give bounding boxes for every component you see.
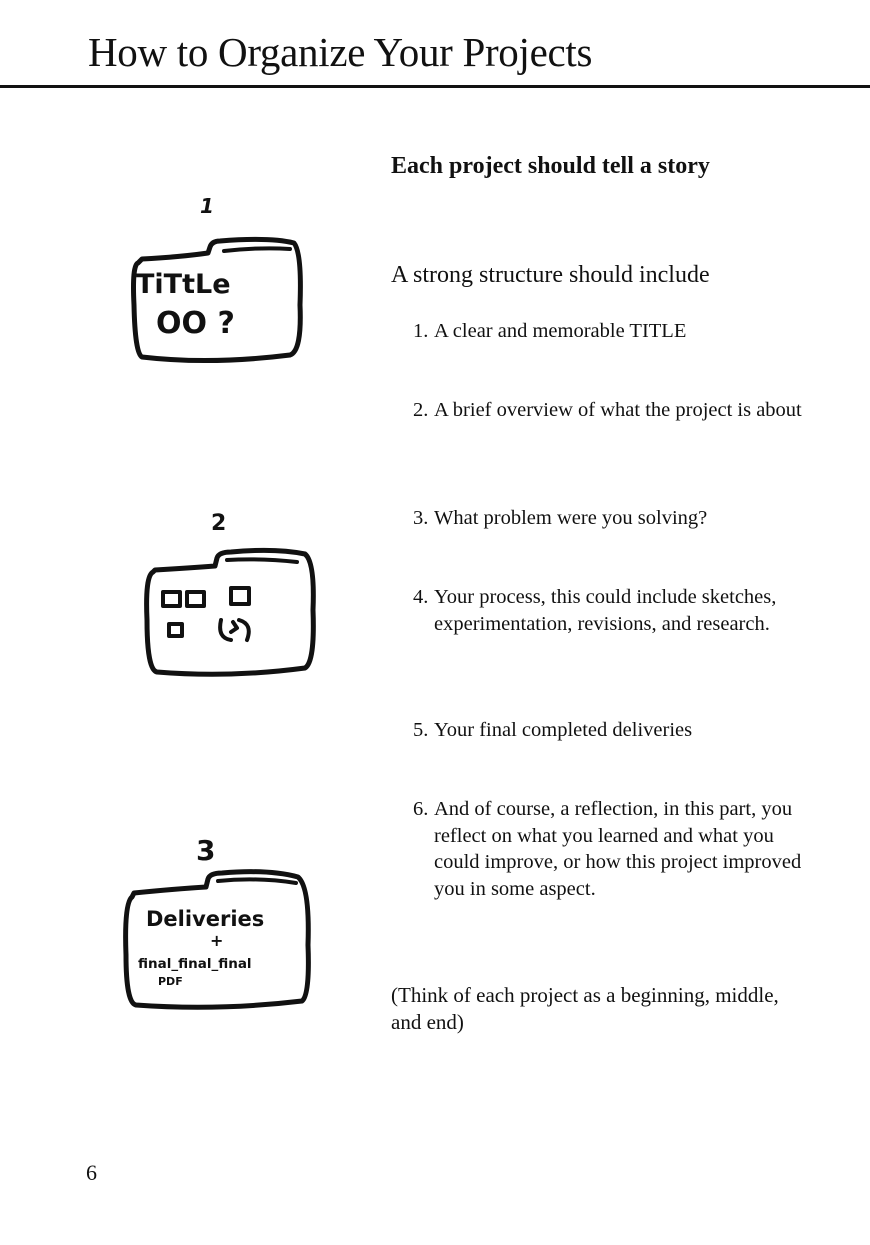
list-item [413,584,824,637]
illustration-number: 1 [200,194,214,218]
list-item-text: Your final completed deliveries [434,719,693,741]
page-title: How to Organize Your Projects [88,29,593,75]
list-item-number: 4. [413,586,429,608]
folder-process-sketch-icon [135,500,325,685]
list-item [413,717,824,744]
illustration-title-folder [120,185,310,370]
list-item [413,796,824,902]
list-item-text: A clear and memorable TITLE [434,320,687,342]
page-number: 6 [86,1160,97,1185]
list-item-text: And of course, a reflection, in this part, you reflect on what you learned and what you could improve, or how this project improved you in some aspect. [434,798,802,900]
illustration-label: TiTtLe [136,269,231,300]
folder-title-sketch-icon [120,185,310,370]
list-item-number: 3. [413,507,429,529]
list-item-number: 1. [413,320,429,342]
closing-note: (Think of each project as a beginning, middle, and end) [391,983,779,1034]
illustration-glyphs: OO ? [156,306,235,341]
list-item-text: A brief overview of what the project is about [434,399,802,421]
list-item-number: 5. [413,719,429,741]
list-item [413,318,824,345]
list-item [413,397,824,424]
illustration-process-folder [135,500,325,685]
illustration-label: Deliveries [146,907,265,931]
list-item-number: 2. [413,399,429,421]
illustration-number: 3 [196,834,216,867]
illustration-number: 2 [211,511,227,536]
illustration-deliveries-folder [118,825,318,1015]
illustration-filename: final_final_final [138,956,252,972]
header-divider [0,85,870,88]
intro-text: A strong structure should include [391,262,710,288]
list-item-text: What problem were you solving? [434,507,708,529]
section-heading: Each project should tell a story [391,153,710,179]
folder-deliveries-sketch-icon [118,825,318,1015]
list-item-text: Your process, this could include sketches, experimentation, revisions, and research. [434,586,777,635]
list-item-number: 6. [413,798,429,820]
list-item [413,505,824,532]
illustration-plus: + [210,931,224,950]
illustration-extension: PDF [158,975,183,988]
